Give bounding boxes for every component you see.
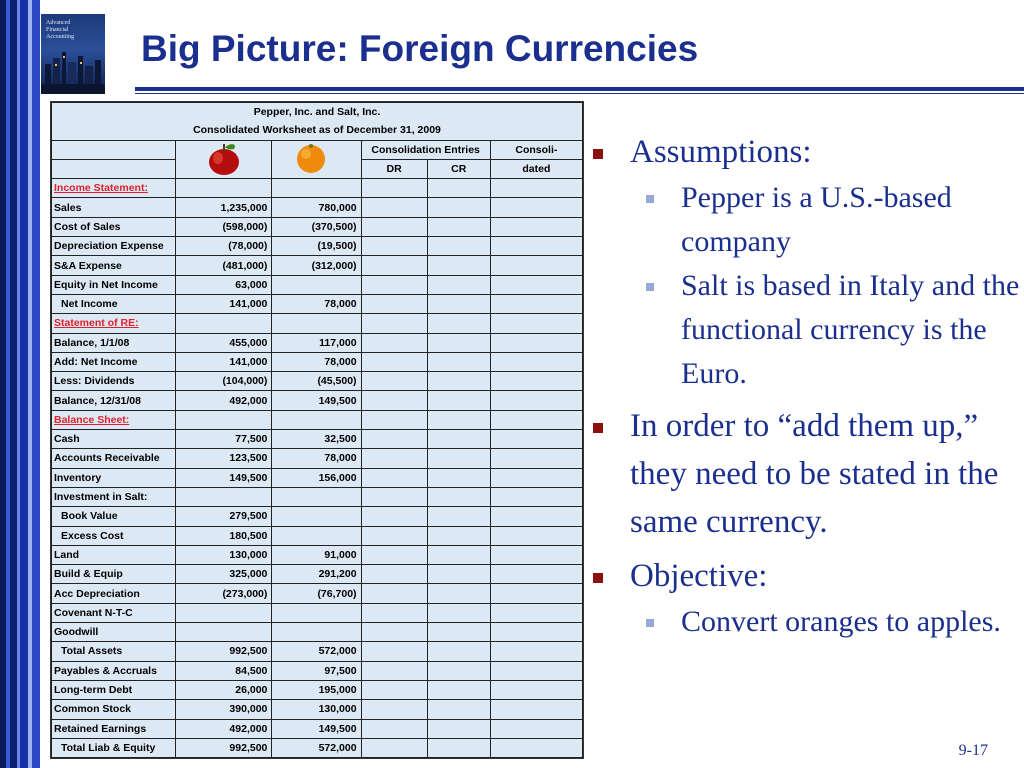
row-label: Build & Equip (52, 565, 176, 584)
salt-value: 78,000 (272, 352, 361, 371)
consolidated-cell (490, 545, 582, 564)
table-row (52, 198, 583, 217)
salt-value (272, 623, 361, 642)
salt-value: 97,500 (272, 661, 361, 680)
table-row (52, 565, 583, 584)
left-stripe-decoration (0, 0, 40, 768)
page-number: 9-17 (958, 742, 988, 759)
row-label: Equity in Net Income (52, 275, 176, 294)
pepper-value: (598,000) (176, 217, 272, 236)
pepper-value: 390,000 (176, 700, 272, 719)
salt-column-header (272, 140, 361, 179)
dr-cell (361, 661, 427, 680)
cr-cell (427, 738, 490, 757)
salt-value (272, 314, 361, 333)
pepper-value: 1,235,000 (176, 198, 272, 217)
bullet-text: Salt is based in Italy and the functional currency is the Euro. (681, 269, 1020, 390)
dr-cell (361, 603, 427, 622)
cr-cell (427, 565, 490, 584)
salt-value (272, 487, 361, 506)
row-label: Balance, 1/1/08 (52, 333, 176, 352)
cr-cell (427, 275, 490, 294)
sub-bullet-pepper (591, 176, 1021, 264)
consolidated-cell (490, 738, 582, 757)
table-row (52, 680, 583, 699)
sub-bullet-marker (646, 619, 654, 627)
table-row (52, 237, 583, 256)
row-label: Income Statement: (52, 179, 176, 198)
table-row (52, 642, 583, 661)
dr-cell (361, 294, 427, 313)
consolidated-worksheet (50, 101, 584, 759)
salt-value (272, 526, 361, 545)
table-row (52, 623, 583, 642)
sub-bullet-salt (591, 264, 1021, 396)
consolidated-cell (490, 314, 582, 333)
pepper-value: 180,500 (176, 526, 272, 545)
table-row (52, 430, 583, 449)
table-row (52, 372, 583, 391)
blank-cell (52, 140, 176, 159)
consolidated-cell (490, 237, 582, 256)
pepper-value: (481,000) (176, 256, 272, 275)
row-label: Common Stock (52, 700, 176, 719)
pepper-value: 141,000 (176, 294, 272, 313)
consolidation-entries-header: Consolidation Entries (361, 140, 490, 159)
cr-cell (427, 198, 490, 217)
table-row (52, 507, 583, 526)
dr-cell (361, 256, 427, 275)
consolidated-cell (490, 623, 582, 642)
table-row (52, 526, 583, 545)
table-row (52, 333, 583, 352)
pepper-value: 123,500 (176, 449, 272, 468)
apple-icon (204, 140, 244, 178)
sub-bullet-convert (591, 600, 1021, 644)
row-label: Acc Depreciation (52, 584, 176, 603)
table-row (52, 314, 583, 333)
bullet-marker (593, 573, 603, 583)
consolidated-cell (490, 719, 582, 738)
consolidated-cell (490, 680, 582, 699)
consolidated-cell (490, 507, 582, 526)
salt-value: 130,000 (272, 700, 361, 719)
cr-header: CR (427, 159, 490, 178)
cr-cell (427, 391, 490, 410)
salt-value: 149,500 (272, 391, 361, 410)
row-label: Cash (52, 430, 176, 449)
dr-cell (361, 198, 427, 217)
pepper-value (176, 487, 272, 506)
salt-value: 117,000 (272, 333, 361, 352)
dr-cell (361, 314, 427, 333)
worksheet-header-line2: Consolidated Worksheet as of December 31, 2009 (52, 121, 583, 140)
cr-cell (427, 256, 490, 275)
title-underline-thin (135, 93, 1024, 94)
consolidated-cell (490, 565, 582, 584)
table-row (52, 545, 583, 564)
table-row (52, 468, 583, 487)
pepper-value: 325,000 (176, 565, 272, 584)
dr-cell (361, 391, 427, 410)
sub-bullet-marker (646, 195, 654, 203)
consolidated-cell (490, 179, 582, 198)
bullet-objective (591, 552, 1021, 600)
dr-cell (361, 623, 427, 642)
book-bottom-bar (41, 84, 105, 94)
book-cover-image (41, 14, 105, 94)
city-skyline-icon (41, 50, 105, 84)
pepper-value: 63,000 (176, 275, 272, 294)
salt-value: (19,500) (272, 237, 361, 256)
pepper-value: 492,000 (176, 719, 272, 738)
consolidated-cell (490, 430, 582, 449)
dr-cell (361, 352, 427, 371)
cr-cell (427, 314, 490, 333)
bullet-text: Assumptions: (630, 134, 812, 170)
pepper-value: 141,000 (176, 352, 272, 371)
pepper-column-header (176, 140, 272, 179)
blank-cell (52, 159, 176, 178)
title-underline (135, 87, 1024, 91)
row-label: Long-term Debt (52, 680, 176, 699)
consolidated-cell (490, 333, 582, 352)
pepper-value (176, 410, 272, 429)
row-label: Land (52, 545, 176, 564)
dr-cell (361, 333, 427, 352)
dr-cell (361, 487, 427, 506)
dr-cell (361, 565, 427, 584)
salt-value: (370,500) (272, 217, 361, 236)
pepper-value: 149,500 (176, 468, 272, 487)
dr-cell (361, 468, 427, 487)
cr-cell (427, 430, 490, 449)
salt-value: 291,200 (272, 565, 361, 584)
table-row (52, 487, 583, 506)
cr-cell (427, 410, 490, 429)
consolidated-cell (490, 526, 582, 545)
table-row (52, 738, 583, 757)
row-label: Net Income (52, 294, 176, 313)
table-row (52, 179, 583, 198)
dr-cell (361, 526, 427, 545)
cr-cell (427, 680, 490, 699)
pepper-value (176, 623, 272, 642)
dr-cell (361, 642, 427, 661)
table-row (52, 410, 583, 429)
salt-value (272, 275, 361, 294)
salt-value: 780,000 (272, 198, 361, 217)
row-label: Statement of RE: (52, 314, 176, 333)
salt-value (272, 410, 361, 429)
pepper-value: 77,500 (176, 430, 272, 449)
dr-cell (361, 584, 427, 603)
row-label: Less: Dividends (52, 372, 176, 391)
pepper-value: (78,000) (176, 237, 272, 256)
table-row (52, 584, 583, 603)
bullet-text: Pepper is a U.S.-based company (681, 181, 952, 258)
salt-value: (76,700) (272, 584, 361, 603)
bullet-order (591, 402, 1021, 546)
row-label: Sales (52, 198, 176, 217)
table-row (52, 256, 583, 275)
row-label: Add: Net Income (52, 352, 176, 371)
row-label: Retained Earnings (52, 719, 176, 738)
salt-value: 32,500 (272, 430, 361, 449)
dr-cell (361, 700, 427, 719)
bullet-assumptions (591, 128, 1021, 176)
salt-value: 78,000 (272, 294, 361, 313)
row-label: Balance, 12/31/08 (52, 391, 176, 410)
bullet-marker (593, 149, 603, 159)
dr-cell (361, 545, 427, 564)
row-label: Cost of Sales (52, 217, 176, 236)
cr-cell (427, 179, 490, 198)
consolidated-header-bottom: dated (490, 159, 582, 178)
dr-cell (361, 179, 427, 198)
row-label: Excess Cost (52, 526, 176, 545)
pepper-value: 279,500 (176, 507, 272, 526)
consolidated-cell (490, 372, 582, 391)
row-label: Payables & Accruals (52, 661, 176, 680)
salt-value: 149,500 (272, 719, 361, 738)
table-row (52, 294, 583, 313)
bullet-text: Objective: (630, 558, 768, 594)
page-title: Big Picture: Foreign Currencies (141, 28, 699, 69)
cr-cell (427, 584, 490, 603)
cr-cell (427, 545, 490, 564)
consolidated-cell (490, 256, 582, 275)
row-label: Goodwill (52, 623, 176, 642)
dr-cell (361, 449, 427, 468)
bullet-text: In order to “add them up,” they need to be stated in the same currency. (630, 408, 999, 540)
consolidated-cell (490, 584, 582, 603)
table-row (52, 275, 583, 294)
salt-value: 156,000 (272, 468, 361, 487)
salt-value: (45,500) (272, 372, 361, 391)
pepper-value: 992,500 (176, 738, 272, 757)
book-title-text: Advanced Financial Accounting (46, 20, 74, 40)
cr-cell (427, 526, 490, 545)
pepper-value: 492,000 (176, 391, 272, 410)
dr-cell (361, 430, 427, 449)
consolidated-cell (490, 642, 582, 661)
cr-cell (427, 294, 490, 313)
row-label: Investment in Salt: (52, 487, 176, 506)
cr-cell (427, 217, 490, 236)
salt-value: 91,000 (272, 545, 361, 564)
dr-cell (361, 507, 427, 526)
pepper-value: 130,000 (176, 545, 272, 564)
dr-cell (361, 237, 427, 256)
sub-bullet-marker (646, 283, 654, 291)
consolidated-cell (490, 449, 582, 468)
consolidated-cell (490, 661, 582, 680)
consolidated-cell (490, 410, 582, 429)
table-row (52, 603, 583, 622)
worksheet-header-line1: Pepper, Inc. and Salt, Inc. (52, 103, 583, 122)
cr-cell (427, 352, 490, 371)
pepper-value: (104,000) (176, 372, 272, 391)
table-row (52, 661, 583, 680)
cr-cell (427, 449, 490, 468)
cr-cell (427, 661, 490, 680)
cr-cell (427, 642, 490, 661)
bullet-text: Convert oranges to apples. (681, 605, 1001, 638)
pepper-value (176, 179, 272, 198)
cr-cell (427, 468, 490, 487)
worksheet-table (51, 102, 583, 758)
row-label: Depreciation Expense (52, 237, 176, 256)
bullet-marker (593, 423, 603, 433)
row-label: Covenant N-T-C (52, 603, 176, 622)
row-label: S&A Expense (52, 256, 176, 275)
consolidated-cell (490, 198, 582, 217)
consolidated-cell (490, 487, 582, 506)
consolidated-header-top: Consoli- (490, 140, 582, 159)
pepper-value: 84,500 (176, 661, 272, 680)
table-row (52, 217, 583, 236)
consolidated-cell (490, 603, 582, 622)
consolidated-cell (490, 700, 582, 719)
consolidated-cell (490, 217, 582, 236)
salt-value: (312,000) (272, 256, 361, 275)
dr-cell (361, 372, 427, 391)
cr-cell (427, 237, 490, 256)
cr-cell (427, 333, 490, 352)
cr-cell (427, 719, 490, 738)
dr-header: DR (361, 159, 427, 178)
salt-value (272, 507, 361, 526)
salt-value (272, 179, 361, 198)
cr-cell (427, 603, 490, 622)
pepper-value: 455,000 (176, 333, 272, 352)
consolidated-cell (490, 294, 582, 313)
dr-cell (361, 738, 427, 757)
table-row (52, 352, 583, 371)
salt-value: 195,000 (272, 680, 361, 699)
dr-cell (361, 217, 427, 236)
row-label: Total Assets (52, 642, 176, 661)
table-row (52, 449, 583, 468)
dr-cell (361, 410, 427, 429)
dr-cell (361, 680, 427, 699)
salt-value: 78,000 (272, 449, 361, 468)
row-label: Book Value (52, 507, 176, 526)
consolidated-cell (490, 391, 582, 410)
pepper-value: 26,000 (176, 680, 272, 699)
cr-cell (427, 623, 490, 642)
bullet-list (591, 128, 1021, 644)
cr-cell (427, 487, 490, 506)
orange-icon (294, 141, 328, 175)
row-label: Balance Sheet: (52, 410, 176, 429)
cr-cell (427, 700, 490, 719)
salt-value (272, 603, 361, 622)
row-label: Total Liab & Equity (52, 738, 176, 757)
dr-cell (361, 275, 427, 294)
row-label: Accounts Receivable (52, 449, 176, 468)
consolidated-cell (490, 352, 582, 371)
pepper-value (176, 314, 272, 333)
table-row (52, 700, 583, 719)
pepper-value: 992,500 (176, 642, 272, 661)
dr-cell (361, 719, 427, 738)
row-label: Inventory (52, 468, 176, 487)
cr-cell (427, 507, 490, 526)
pepper-value (176, 603, 272, 622)
salt-value: 572,000 (272, 642, 361, 661)
table-row (52, 719, 583, 738)
consolidated-cell (490, 468, 582, 487)
cr-cell (427, 372, 490, 391)
consolidated-cell (490, 275, 582, 294)
salt-value: 572,000 (272, 738, 361, 757)
table-row (52, 391, 583, 410)
pepper-value: (273,000) (176, 584, 272, 603)
